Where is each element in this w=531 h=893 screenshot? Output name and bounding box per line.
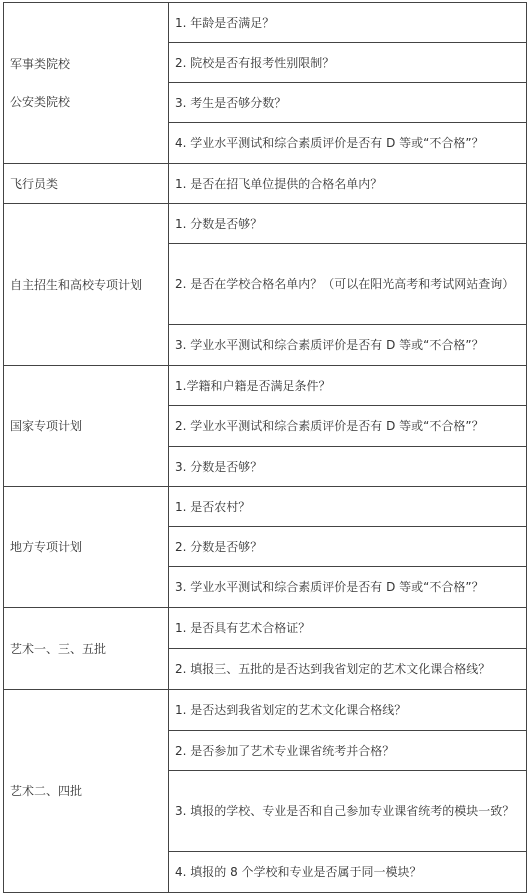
category-label: 公安类院校: [10, 95, 71, 109]
question-cell: 2. 院校是否有报考性别限制？: [169, 43, 527, 83]
category-label: 自主招生和高校专项计划: [10, 277, 143, 292]
category-cell: [4, 366, 169, 487]
admission-checklist-table: [3, 2, 527, 893]
question-cell: 1. 是否农村？: [169, 487, 527, 527]
category-cell: [4, 204, 169, 366]
category-cell: [4, 487, 169, 608]
question-cell: 3. 学业水平测试和综合素质评价是否有 D 等或“不合格”？: [169, 567, 527, 608]
question-cell: 2. 学业水平测试和综合素质评价是否有 D 等或“不合格”？: [169, 406, 527, 447]
category-cell: [4, 690, 169, 893]
table-row: [4, 204, 527, 244]
question-cell: 2. 分数是否够？: [169, 527, 527, 567]
category-label: 国家专项计划: [10, 419, 83, 433]
category-cell: [4, 164, 169, 204]
question-cell: 1. 是否具有艺术合格证？: [169, 608, 527, 649]
table-row: [4, 366, 527, 406]
question-cell: 3. 分数是否够？: [169, 447, 527, 487]
question-cell: 2. 是否参加了艺术专业课省统考并合格？: [169, 731, 527, 771]
category-cell: [4, 3, 169, 164]
question-cell: 3. 填报的学校、专业是否和自己参加专业课省统考的模块一致？: [169, 771, 527, 852]
table-row: [4, 487, 527, 527]
question-cell: 4. 填报的 8 个学校和专业是否属于同一模块？: [169, 852, 527, 893]
table-row: [4, 3, 527, 43]
question-cell: 2. 是否在学校合格名单内？（可以在阳光高考和考试网站查询）: [169, 244, 527, 325]
category-label: 地方专项计划: [10, 540, 83, 554]
category-label: 艺术一、三、五批: [10, 641, 107, 656]
table-row: [4, 164, 527, 204]
question-cell: 3. 考生是否够分数？: [169, 83, 527, 123]
question-cell: 3. 学业水平测试和综合素质评价是否有 D 等或“不合格”？: [169, 325, 527, 366]
question-cell: 1. 是否在招飞单位提供的合格名单内？: [169, 164, 527, 204]
question-cell: 1.学籍和户籍是否满足条件？: [169, 366, 527, 406]
category-label: 飞行员类: [10, 176, 59, 191]
table-row: [4, 608, 527, 649]
table-row: [4, 690, 527, 731]
category-cell: [4, 608, 169, 690]
question-cell: 1. 是否达到我省划定的艺术文化课合格线？: [169, 690, 527, 731]
question-cell: 2. 填报三、五批的是否达到我省划定的艺术文化课合格线？: [169, 649, 527, 690]
question-cell: 4. 学业水平测试和综合素质评价是否有 D 等或“不合格”？: [169, 123, 527, 164]
category-label: 军事类院校: [10, 57, 71, 71]
category-label: 艺术二、四批: [10, 784, 83, 798]
question-cell: 1. 分数是否够？: [169, 204, 527, 244]
question-cell: 1. 年龄是否满足？: [169, 3, 527, 43]
